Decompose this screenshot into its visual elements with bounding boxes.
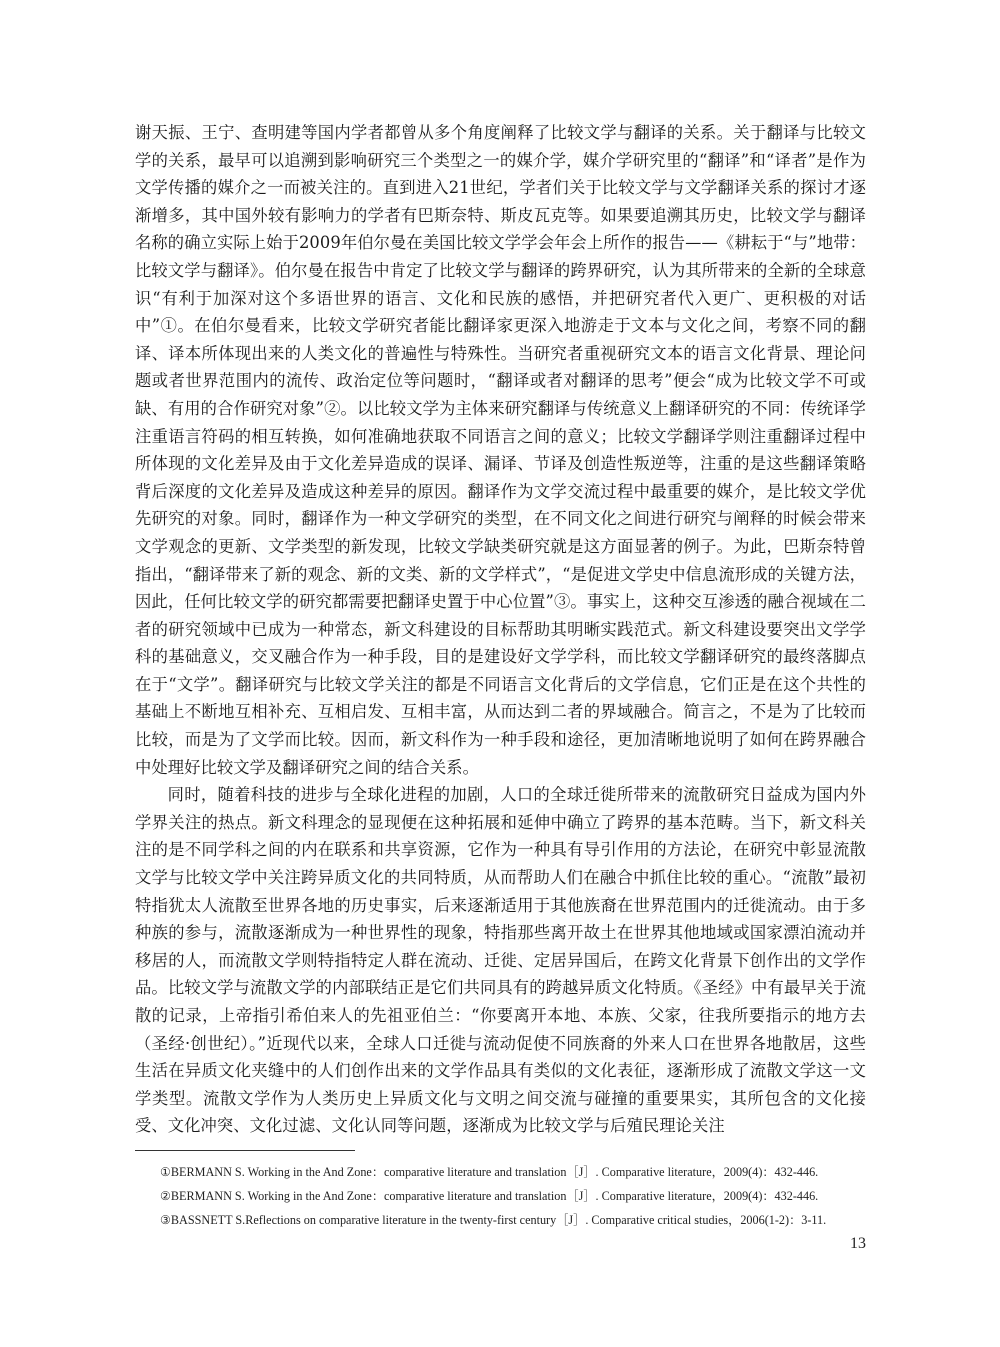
paragraph-2: 同时，随着科技的进步与全球化进程的加剧，人口的全球迁徙所带来的流散研究日益成为国内外学界关注的热点。新文科理念的显现便在这种拓展和延伸中确立了跨界的基本范畴。当下，新文科关注的是不同学科之间的内在联系和共享资源，它作为一种具有导引作用的方法论，在研究中彰显流散文学与比较文学中关注跨异质文化的共同特质，从而帮助人们在融合中抓住比较的重心。“流散”最初特指犹太人流散至世界各地的历史事实，后来逐渐适用于其他族裔在世界范围内的迁徙流动。由于多种族的参与，流散逐渐成为一种世界性的现象，特指那些离开故土在世界其他地域或国家漂泊流动并移居的人，而流散文学则特指特定人群在流动、迁徙、定居异国后，在跨文化背景下创作出的文学作品。比较文学与流散文学的内部联结正是它们共同具有的跨越异质文化特质。《圣经》中有最早关于流散的记录，上帝指引希伯来人的先祖亚伯兰：“你要离开本地、本族、父家，往我所要指示的地方去（圣经·创世纪）。”近现代以来，全球人口迁徙与流动促使不同族裔的外来人口在世界各地散居，这些生活在异质文化夹缝中的人们创作出来的文学作品具有类似的文化表征，逐渐形成了流散文学这一文学类型。流散文学作为人类历史上异质文化与文明之间交流与碰撞的重要果实，其所包含的文化接受、文化冲突、文化过滤、文化认同等问题，逐渐成为比较文学与后殖民理论关注: [135, 785, 866, 1136]
footnotes: [160, 1160, 860, 1232]
footnote-2: ②BERMANN S. Working in the And Zone：comparative literature and translation［J］. Comparative literature，2009(4)：432-446.: [160, 1189, 819, 1203]
footnote-divider: [135, 1150, 355, 1151]
footnote-3: ③BASSNETT S.Reflections on comparative literature in the twenty-first century［J］. Comparative critical studies，2006(1-2)：3-11.: [160, 1213, 827, 1227]
footnote-1: ①BERMANN S. Working in the And Zone：comparative literature and translation［J］. Comparative literature，2009(4)：432-446.: [160, 1165, 819, 1179]
body-text: [135, 119, 866, 1140]
paragraph-1: 谢天振、王宁、查明建等国内学者都曾从多个角度阐释了比较文学与翻译的关系。关于翻译与比较文学的关系，最早可以追溯到影响研究三个类型之一的媒介学，媒介学研究里的“翻译”和“译者”是作为文学传播的媒介之一而被关注的。直到进入21世纪，学者们关于比较文学与文学翻译关系的探讨才逐渐增多，其中国外较有影响力的学者有巴斯奈特、斯皮瓦克等。如果要追溯其历史，比较文学与翻译名称的确立实际上始于2009年伯尔曼在美国比较文学学会年会上所作的报告——《耕耘于“与”地带：比较文学与翻译》。伯尔曼在报告中肯定了比较文学与翻译的跨界研究，认为其所带来的全新的全球意识“有利于加深对这个多语世界的语言、文化和民族的感悟，并把研究者代入更广、更积极的对话中”①。在伯尔曼看来，比较文学研究者能比翻译家更深入地游走于文本与文化之间，考察不同的翻译、译本所体现出来的人类文化的普遍性与特殊性。当研究者重视研究文本的语言文化背景、理论问题或者世界范围内的流传、政治定位等问题时，“翻译或者对翻译的思考”便会“成为比较文学不可或缺、有用的合作研究对象”②。以比较文学为主体来研究翻译与传统意义上翻译研究的不同：传统译学注重语言符码的相互转换，如何准确地获取不同语言之间的意义；比较文学翻译学则注重翻译过程中所体现的文化差异及由于文化差异造成的误译、漏译、节译及创造性叛逆等，注重的是这些翻译策略背后深度的文化差异及造成这种差异的原因。翻译作为文学交流过程中最重要的媒介，是比较文学优先研究的对象。同时，翻译作为一种文学研究的类型，在不同文化之间进行研究与阐释的时候会带来文学观念的更新、文学类型的新发现，比较文学缺类研究就是这方面显著的例子。为此，巴斯奈特曾指出，“翻译带来了新的观念、新的文类、新的文学样式”，“是促进文学史中信息流形成的关键方法，因此，任何比较文学的研究都需要把翻译史置于中心位置”③。事实上，这种交互渗透的融合视域在二者的研究领域中已成为一种常态，新文科建设的目标帮助其明晰实践范式。新文科建设要突出文学学科的基础意义，交叉融合作为一种手段，目的是建设好文学学科，而比较文学翻译研究的最终落脚点在于“文学”。翻译研究与比较文学关注的都是不同语言文化背后的文学信息，它们正是在这个共性的基础上不断地互相补充、互相启发、互相丰富，从而达到二者的界域融合。简言之，不是为了比较而比较，而是为了文学而比较。因而，新文科作为一种手段和途径，更加清晰地说明了如何在跨界融合中处理好比较文学及翻译研究之间的结合关系。: [135, 123, 866, 777]
page-number: 13: [850, 1235, 866, 1252]
